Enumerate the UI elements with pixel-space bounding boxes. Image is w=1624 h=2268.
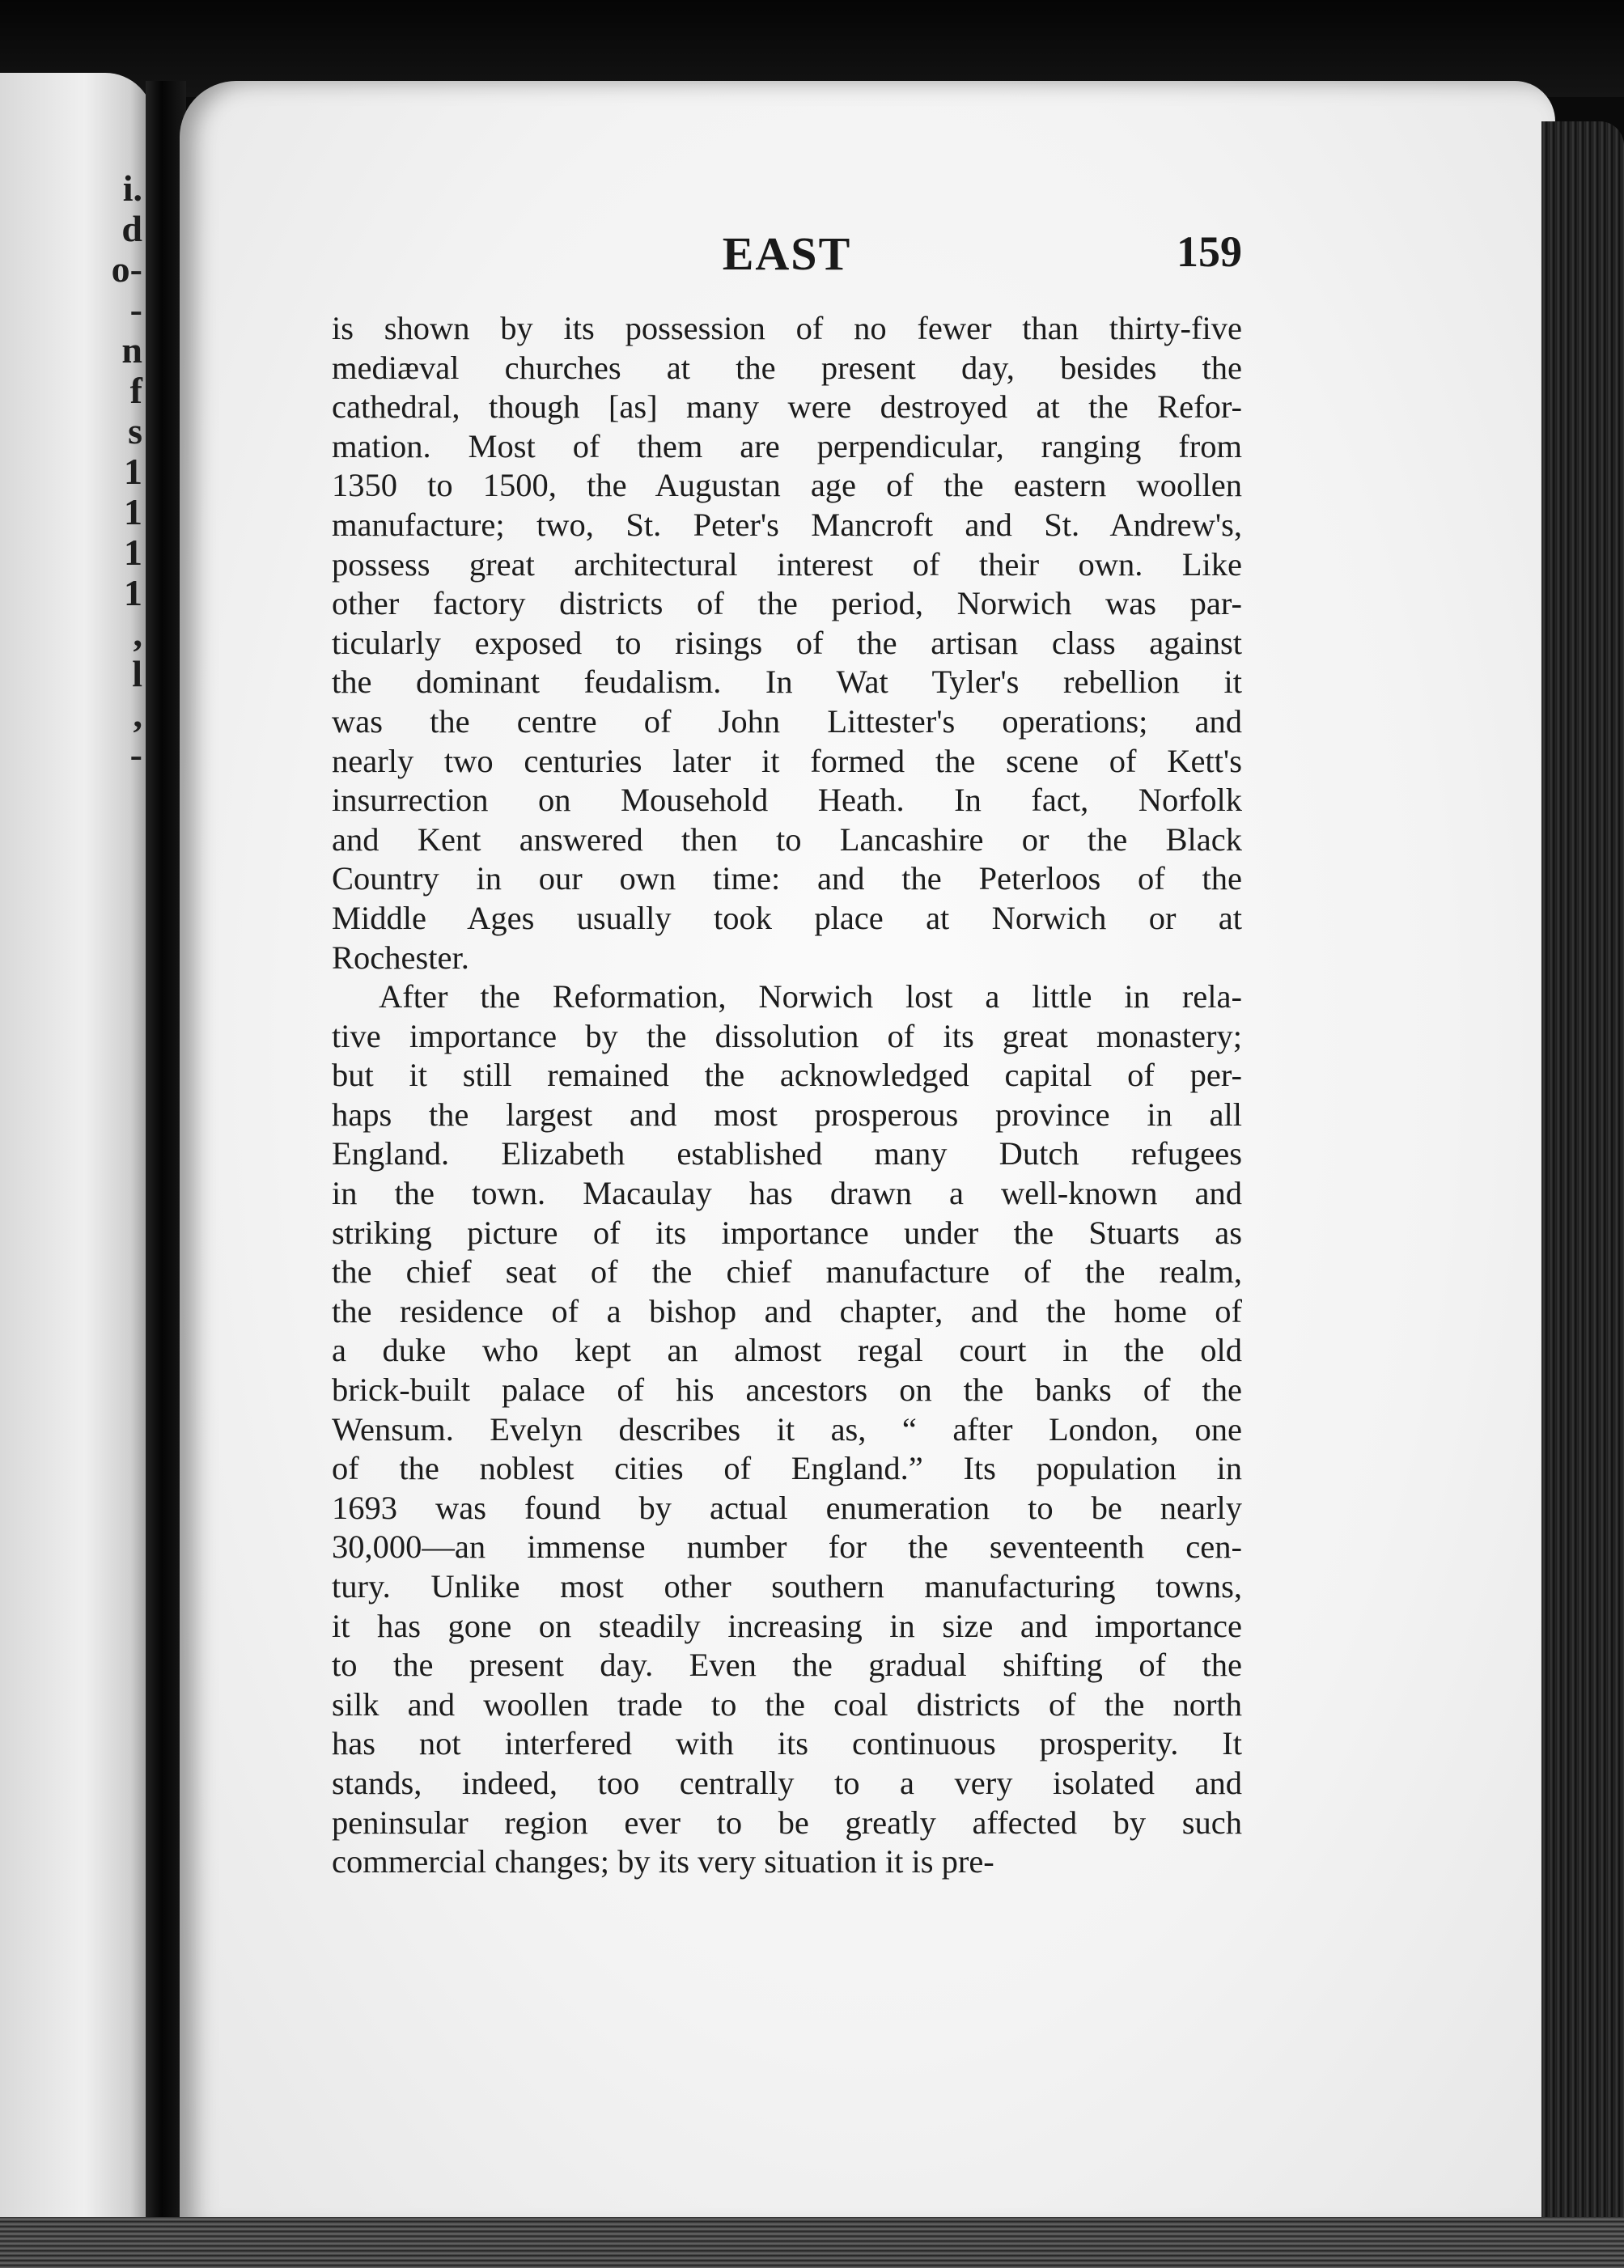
- text-line: possess great architectural interest of their own. Like: [332, 545, 1242, 583]
- text-line: stands, indeed, too centrally to a very isolated and: [332, 1764, 1242, 1801]
- text-line: ticularly exposed to risings of the artisan class against: [332, 624, 1242, 661]
- facing-page-fragment: 1: [124, 532, 142, 573]
- facing-page-fragment: 1: [124, 491, 142, 532]
- text-line: a duke who kept an almost regal court in the old: [332, 1332, 1242, 1369]
- text-line: and Kent answered then to Lancashire or the Black: [332, 820, 1242, 858]
- running-head-title: EAST: [722, 227, 852, 280]
- body-text: [332, 309, 1242, 1882]
- facing-page-fragment: -: [129, 734, 142, 775]
- text-line: silk and woollen trade to the coal districts of the north: [332, 1685, 1242, 1723]
- facing-page-fragment: ,: [133, 613, 142, 654]
- facing-page-fragment: 1: [124, 572, 142, 613]
- text-line: Wensum. Evelyn describes it as, “ after London, one: [332, 1410, 1242, 1448]
- text-line: 30,000—an immense number for the seventeenth cen-: [332, 1528, 1242, 1566]
- text-line: Rochester.: [332, 939, 469, 976]
- text-line: haps the largest and most prosperous province in all: [332, 1096, 1242, 1133]
- text-line: cathedral, though [as] many were destroyed at the Refor-: [332, 388, 1242, 426]
- text-line: but it still remained the acknowledged capital of per-: [332, 1057, 1242, 1094]
- facing-page-fragment: 1: [124, 451, 142, 492]
- text-line: tive importance by the dissolution of its great monastery;: [332, 1017, 1242, 1054]
- text-line: After the Reformation, Norwich lost a little in rela-: [379, 978, 1242, 1015]
- text-line: manufacture; two, St. Peter's Mancroft and St. Andrew's,: [332, 506, 1242, 543]
- text-line: 1693 was found by actual enumeration to be nearly: [332, 1489, 1242, 1526]
- running-head: [332, 227, 1242, 291]
- text-line: the dominant feudalism. In Wat Tyler's rebellion it: [332, 663, 1242, 701]
- text-line: commercial changes; by its very situation it is pre-: [332, 1843, 994, 1880]
- text-line: to the present day. Even the gradual shifting of the: [332, 1647, 1242, 1684]
- page-number: 159: [1177, 227, 1242, 276]
- text-line: has not interfered with its continuous prosperity. It: [332, 1725, 1242, 1762]
- text-line: mediæval churches at the present day, besides the: [332, 349, 1242, 386]
- text-line: the residence of a bishop and chapter, and the home of: [332, 1292, 1242, 1329]
- text-line: insurrection on Mousehold Heath. In fact, Norfolk: [332, 782, 1242, 819]
- text-line: tury. Unlike most other southern manufacturing towns,: [332, 1568, 1242, 1605]
- text-line: Country in our own time: and the Peterloos of the: [332, 860, 1242, 897]
- text-line: brick-built palace of his ancestors on the banks of the: [332, 1371, 1242, 1409]
- text-line: is shown by its possession of no fewer than thirty-five: [332, 310, 1242, 346]
- text-line: in the town. Macaulay has drawn a well-known and: [332, 1175, 1242, 1212]
- page-stack-edge: [1541, 121, 1624, 2249]
- text-line: England. Elizabeth established many Dutch refugees: [332, 1135, 1242, 1172]
- text-line: of the noblest cities of England.” Its population in: [332, 1450, 1242, 1487]
- facing-page-fragment: o-: [111, 248, 142, 290]
- text-line: peninsular region ever to be greatly affected by such: [332, 1804, 1242, 1841]
- text-line: 1350 to 1500, the Augustan age of the eastern woollen: [332, 467, 1242, 504]
- facing-page-fragment: f: [129, 370, 142, 411]
- facing-page-edge: [0, 73, 154, 2249]
- facing-page-fragment: l: [132, 653, 142, 694]
- facing-page-fragment: d: [121, 208, 142, 249]
- facing-page-fragment: n: [121, 329, 142, 371]
- facing-page-fragment: ,: [133, 693, 142, 735]
- text-line: mation. Most of them are perpendicular, ranging from: [332, 427, 1242, 464]
- text-line: nearly two centuries later it formed the scene of Kett's: [332, 742, 1242, 779]
- text-line: it has gone on steadily increasing in size and importance: [332, 1607, 1242, 1644]
- text-line: Middle Ages usually took place at Norwich or at: [332, 899, 1242, 936]
- text-line: was the centre of John Littester's operations; and: [332, 702, 1242, 740]
- paragraph: [332, 977, 1242, 1882]
- facing-page-fragment: i.: [122, 167, 142, 209]
- text-line: striking picture of its importance under the Stuarts as: [332, 1214, 1242, 1251]
- text-line: the chief seat of the chief manufacture of the realm,: [332, 1253, 1242, 1291]
- page-stack-bottom: [0, 2217, 1624, 2268]
- facing-page-fragment: s: [128, 410, 142, 451]
- paragraph: [332, 309, 1242, 977]
- facing-page-fragment: -: [129, 289, 142, 330]
- text-line: other factory districts of the period, Norwich was par-: [332, 585, 1242, 622]
